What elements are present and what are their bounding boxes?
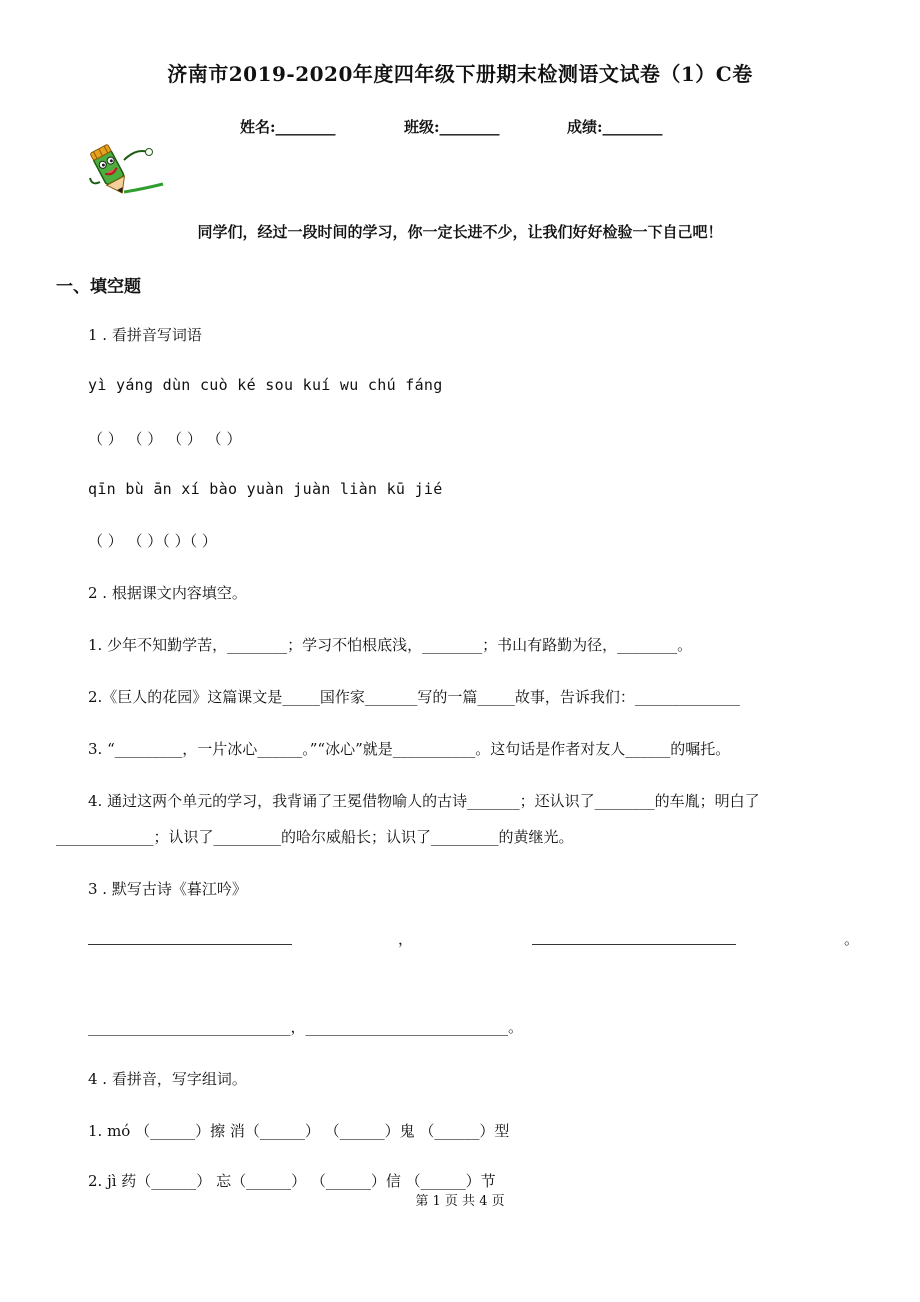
intro-text: 同学们，经过一段时间的学习，你一定长进不少，让我们好好检验一下自己吧！ <box>197 223 723 241</box>
poem-period: 。 <box>844 930 860 948</box>
question-1-pinyin-row-2: qīn bù ān xí bào yuàn juàn liàn kū jié <box>88 480 443 498</box>
pencil-mascot-icon <box>88 142 166 200</box>
question-2-line-4a[interactable]: 4. 通过这两个单元的学习，我背诵了王冕借物喻人的古诗_______；还认识了________的车胤；明白了 <box>88 792 760 810</box>
question-2-title: 2 . 根据课文内容填空。 <box>88 584 247 602</box>
question-2-line-1[interactable]: 1. 少年不知勤学苦，________；学习不怕根底浅，________；书山有路勤为径，________。 <box>88 636 693 654</box>
question-2-line-2[interactable]: 2.《巨人的花园》这篇课文是_____国作家_______写的一篇_____故事，告诉我们：______________ <box>88 688 740 706</box>
page-footer: 第 1 页 共 4 页 <box>415 1194 505 1209</box>
question-4-title: 4 . 看拼音，写字组词。 <box>88 1070 247 1088</box>
question-1-title: 1 . 看拼音写词语 <box>88 326 202 344</box>
name-field: 姓名:________ <box>240 118 336 136</box>
question-1-answer-row-2[interactable]: （ ） （ ）（ ）（ ） <box>88 532 217 550</box>
class-field: 班级:________ <box>404 118 500 136</box>
poem-line-3-4-blanks[interactable]: ___________________________，___________________________。 <box>88 1018 524 1036</box>
question-1-pinyin-row-1: yì yáng dùn cuò ké sou kuí wu chú fáng <box>88 376 443 394</box>
poem-line-2-blank[interactable] <box>532 944 736 945</box>
page-title: 济南市2019-2020年度四年级下册期末检测语文试卷（1）C卷 <box>167 62 753 86</box>
section-heading-fill-blank: 一、填空题 <box>56 277 141 297</box>
score-field: 成绩:________ <box>567 118 663 136</box>
question-2-line-4b[interactable]: _____________；认识了_________的哈尔威船长；认识了_________的黄继光。 <box>56 828 574 846</box>
poem-comma: ， <box>398 930 414 948</box>
question-2-line-3[interactable]: 3. “_________，一片冰心______。”“冰心”就是___________。这句话是作者对友人______的嘱托。 <box>88 740 731 758</box>
poem-line-1-blank[interactable] <box>88 944 292 945</box>
question-4-row-2[interactable]: 2. jì 药（______） 忘（______） （______）信 （______）节 <box>88 1172 496 1190</box>
question-3-title: 3 . 默写古诗《暮江吟》 <box>88 880 247 898</box>
question-4-row-1[interactable]: 1. mó （______）擦 消（______） （______）鬼 （______）型 <box>88 1122 510 1140</box>
question-1-answer-row-1[interactable]: （ ） （ ） （ ） （ ） <box>88 430 242 448</box>
